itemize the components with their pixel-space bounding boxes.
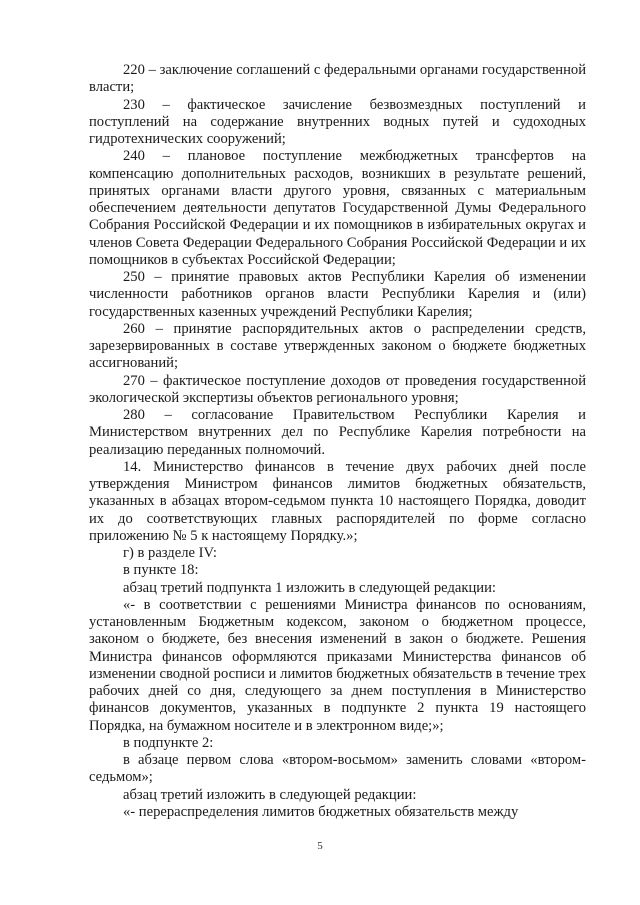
paragraph: 280 – согласование Правительством Республики Карелия и Министерством внутренних дел по Республике Карелия потребности на реализацию переданных полномочий.	[89, 407, 586, 458]
paragraph: в пункте 18:	[123, 562, 199, 579]
paragraph: 270 – фактическое поступление доходов от проведения государственной экологической экспертизы объектов регионального уровня;	[89, 372, 586, 406]
paragraph: в подпункте 2:	[123, 734, 214, 751]
paragraph: 220 – заключение соглашений с федеральными органами государственной власти;	[89, 62, 586, 96]
paragraph: г) в разделе IV:	[123, 545, 217, 561]
paragraph: 230 – фактическое зачисление безвозмездных поступлений и поступлений на содержание внутренних водных путей и судоходных гидротехнических сооружений;	[89, 96, 586, 147]
document-body	[89, 62, 586, 821]
paragraph: в абзаце первом слова «втором-восьмом» заменить словами «втором-седьмом»;	[89, 752, 586, 786]
page-number: 5	[317, 840, 323, 852]
paragraph: 14. Министерство финансов в течение двух рабочих дней после утверждения Министром финансов лимитов бюджетных обязательств, указанных в абзацах втором-седьмом пункта 10 настоящего Порядка, доводит их до соответствующих главных распорядителей по форме согласно приложению № 5 к настоящему Порядку.»;	[89, 458, 586, 544]
paragraph: 250 – принятие правовых актов Республики Карелия об изменении численности работников органов власти Республики Карелия и (или) государственных казенных учреждений Республики Карелия;	[89, 269, 586, 320]
paragraph: абзац третий подпункта 1 изложить в следующей редакции:	[123, 579, 496, 596]
paragraph: «- в соответствии с решениями Министра финансов по основаниям, установленным Бюджетным кодексом, законом о бюджетном процессе, законом о бюджете, без внесения изменений в закон о бюджете. Решения Министра финансов оформляются приказами Министерства финансов об изменении сводной росписи и лимитов бюджетных обязательств в течение трех рабочих дней со дня, следующего за днем поступления в Министерство финансов документов, указанных в подпункте 2 пункта 19 настоящего Порядка, на бумажном носителе и в электронном виде;»;	[89, 596, 586, 734]
paragraph: 240 – плановое поступление межбюджетных трансфертов на компенсацию дополнительных расходов, возникших в результате решений, принятых органами власти другого уровня, связанных с материальным обеспечением деятельности депутатов Государственной Думы Федерального Собрания Российской Федерации и их помощников в избирательных округах и членов Совета Федерации Федерального Собрания Российской Федерации и их помощников в субъектах Российской Федерации;	[89, 148, 586, 268]
paragraph: 260 – принятие распорядительных актов о распределении средств, зарезервированных в составе утвержденных законом о бюджете бюджетных ассигнований;	[89, 320, 586, 372]
paragraph: «- перераспределения лимитов бюджетных обязательств между	[123, 803, 519, 820]
paragraph: абзац третий изложить в следующей редакции:	[123, 786, 417, 803]
